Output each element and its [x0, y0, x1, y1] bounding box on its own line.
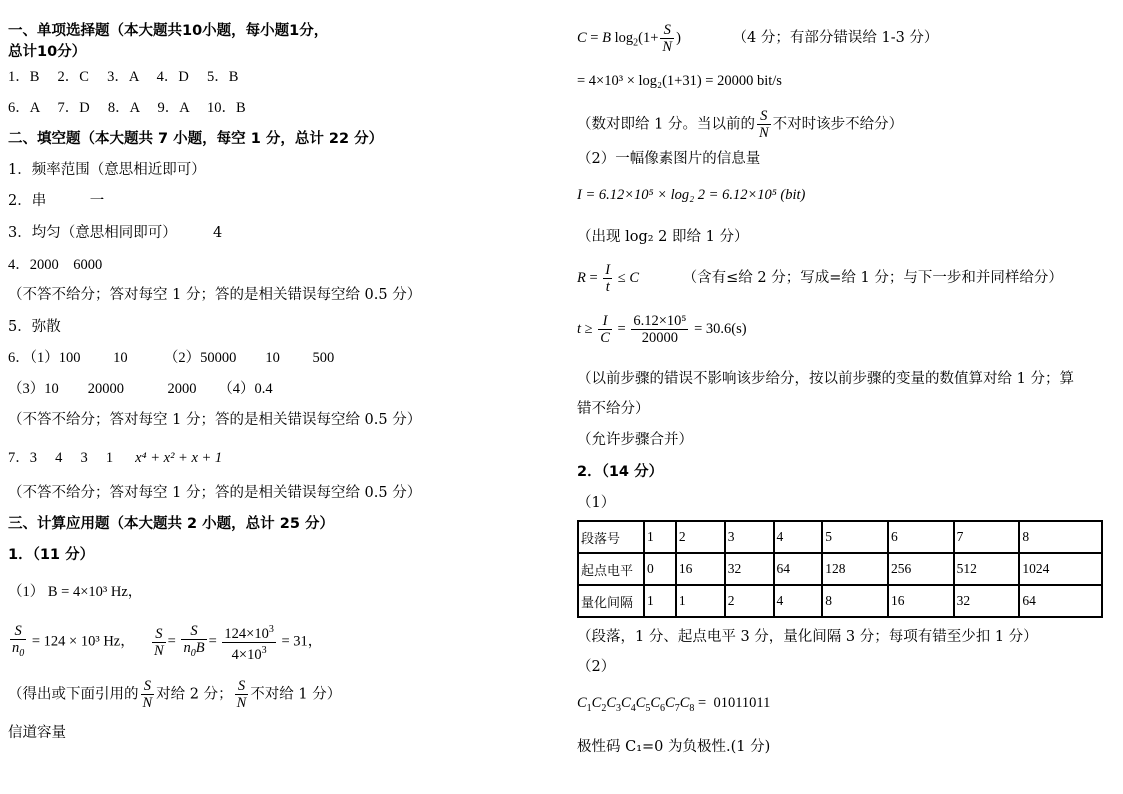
section3-title: 三、计算应用题（本大题共 2 小题，总计 25 分） — [8, 516, 334, 532]
table-cell: 4 — [774, 585, 823, 617]
table-cell: 32 — [954, 585, 1020, 617]
time-result: = 30.6(s) — [694, 320, 747, 337]
table-cell: 6 — [888, 521, 954, 553]
capacity-value: = 4×10³ × log₂(1+31) = 20000 bit/s — [577, 73, 782, 89]
fill-7-prefix: 7．3 4 3 1 — [8, 450, 114, 466]
fill-note-1: （不答不给分；答对每空 1 分；答的是相关错误每空给 0.5 分） — [8, 287, 422, 303]
capacity-note-a: （数对即给 1 分。当以前的 — [577, 116, 755, 133]
q1-title: 1．（11 分） — [8, 547, 95, 563]
q1-snr-line: $\frac{S}{n_0}$ = 124 × 10³ Hz， $\frac{S}{N}$ = $\frac{S}{n_0B}$ = $\frac{124\times 10^3}{4\times 10^3}$ = 31， — [12, 622, 323, 663]
q2-part1: （1） — [577, 495, 616, 511]
code-value: 01011011 — [713, 695, 771, 711]
table-cell: 1024 — [1019, 553, 1102, 585]
fraction-s-n-cap-note: $\frac{S}{N}$ — [758, 108, 769, 141]
q1-snr-value: = 31， — [281, 633, 323, 650]
section1-title: 一、单项选择题（本大题共10小题，每小题1分， — [8, 23, 329, 39]
fraction-s-n0b: $\frac{S}{n_0B}$ — [183, 622, 205, 659]
fill-7 — [8, 449, 222, 467]
table-cell: 8 — [1019, 521, 1102, 553]
merge-note: （允许步骤合并） — [577, 432, 693, 448]
table-row — [578, 585, 1102, 617]
q1-bandwidth: （1） B = 4×10³ Hz， — [8, 584, 143, 600]
table-row-header: 量化间隔 — [578, 585, 644, 617]
time-formula: t ≥ $\frac{I}{C}$ = $\frac{\text{6.12×10⁵}}{20000}$ = 30.6(s) — [577, 313, 747, 346]
fill-7-expr: x⁴ + x² + x + 1 — [135, 450, 223, 466]
q1-channel-capacity: 信道容量 — [8, 725, 66, 741]
table-row — [578, 553, 1102, 585]
fraction-s-n: $\frac{S}{N}$ — [153, 625, 164, 659]
choice-row-2: 6．A 7．D 8．A 9．A 10．B — [8, 100, 246, 116]
fill-note-3: （不答不给分；答对每空 1 分；答的是相关错误每空给 0.5 分） — [8, 485, 422, 501]
table-cell: 32 — [725, 553, 774, 585]
code-line: $C_1C_2C_3C_4C_5C_6C_7C_8 = 01011011$ — [577, 695, 771, 714]
information-formula: I = 6.12×10⁵ × log₂ 2 = 6.12×10⁵ (bit) — [577, 187, 806, 203]
table-cell: 5 — [822, 521, 888, 553]
segment-table — [577, 520, 1103, 618]
q1-note-c: 不对给 1 分） — [250, 686, 342, 703]
table-cell: 3 — [725, 521, 774, 553]
prev-step-note-a: （以前步骤的错误不影响该步给分，按以前步骤的变量的数值算对给 1 分；算 — [577, 371, 1074, 387]
fill-1: 1．频率范围（意思相近即可） — [8, 162, 206, 178]
capacity-formula: C = B $\log_2(1+$ $\frac{S}{N}$ ) （4 分；有部分错误给 1-3 分） — [577, 22, 939, 55]
q2-title: 2．（14 分） — [577, 464, 664, 480]
fraction-i-t: $\frac{I}{t}$ — [605, 262, 611, 295]
table-row-header: 段落号 — [578, 521, 644, 553]
q1-note — [8, 678, 341, 711]
table-cell: 512 — [954, 553, 1020, 585]
table-cell: 0 — [644, 553, 676, 585]
part2-heading: （2）一幅像素图片的信息量 — [577, 151, 761, 167]
q1-note-a: （得出或下面引用的 — [8, 686, 139, 703]
table-cell: 256 — [888, 553, 954, 585]
section2-title: 二、填空题（本大题共 7 小题，每空 1 分，总计 22 分） — [8, 131, 384, 147]
table-cell: 1 — [644, 585, 676, 617]
q2-part2: （2） — [577, 659, 616, 675]
table-cell: 2 — [725, 585, 774, 617]
fill-note-2: （不答不给分；答对每空 1 分；答的是相关错误每空给 0.5 分） — [8, 412, 422, 428]
rate-note: （含有≤给 2 分；写成=给 1 分；与下一步和并同样给分） — [682, 269, 1063, 286]
fraction-s-n-note2: $\frac{S}{N}$ — [236, 678, 247, 711]
table-cell: 1 — [676, 585, 725, 617]
fraction-i-c: $\frac{I}{C}$ — [600, 313, 610, 346]
table-row-header: 起点电平 — [578, 553, 644, 585]
choice-row-1: 1．B 2．C 3．A 4．D 5．B — [8, 69, 239, 85]
fill-6a: 6．（1）100 10 （2）50000 10 500 — [8, 350, 335, 366]
fill-3: 3．均匀（意思相同即可） 4 — [8, 225, 223, 241]
table-cell: 4 — [774, 521, 823, 553]
table-cell: 64 — [1019, 585, 1102, 617]
table-cell: 64 — [774, 553, 823, 585]
prev-step-note-b: 错不给分） — [577, 401, 650, 417]
table-cell: 7 — [954, 521, 1020, 553]
table-cell: 16 — [676, 553, 725, 585]
log-note: （出现 log₂ 2 即给 1 分） — [577, 229, 749, 245]
fill-6b: （3）10 20000 2000 （4）0.4 — [8, 381, 273, 397]
rate-formula: R = $\frac{I}{t}$ ≤ C （含有≤给 2 分；写成=给 1 分；与下一步和并同样给分） — [577, 262, 1063, 295]
capacity-note-b: 不对时该步不给分） — [772, 116, 904, 133]
table-cell: 1 — [644, 521, 676, 553]
table-cell: 2 — [676, 521, 725, 553]
table-cell: 16 — [888, 585, 954, 617]
q1-note-b: 对给 2 分； — [156, 686, 233, 703]
section1-title-cont: 总计10分） — [8, 44, 87, 60]
table-row — [578, 521, 1102, 553]
fraction-s-n0: $\frac{S}{n_0}$ — [12, 622, 25, 659]
q1-snr-density: = 124 × 10³ Hz， — [31, 633, 135, 650]
fraction-s-n-note: $\frac{S}{N}$ — [142, 678, 153, 711]
fraction-s-n-c: $\frac{S}{N}$ — [662, 22, 673, 55]
capacity-note — [577, 108, 903, 141]
fill-5: 5．弥散 — [8, 319, 61, 335]
fraction-numeric: $\frac{124\times 10^3}{4\times 10^3}$ — [224, 624, 274, 663]
table-cell: 8 — [822, 585, 888, 617]
fill-4: 4．2000 6000 — [8, 257, 103, 273]
table-note: （段落，1 分、起点电平 3 分，量化间隔 3 分；每项有错至少扣 1 分） — [577, 629, 1038, 645]
table-cell: 128 — [822, 553, 888, 585]
fraction-time-numeric: $\frac{\text{6.12×10⁵}}{20000}$ — [633, 313, 687, 346]
fill-2: 2．串 一 — [8, 193, 105, 209]
capacity-formula-note: （4 分；有部分错误给 1-3 分） — [732, 29, 939, 46]
polarity-note: 极性码 C₁=0 为负极性.(1 分) — [577, 739, 771, 755]
